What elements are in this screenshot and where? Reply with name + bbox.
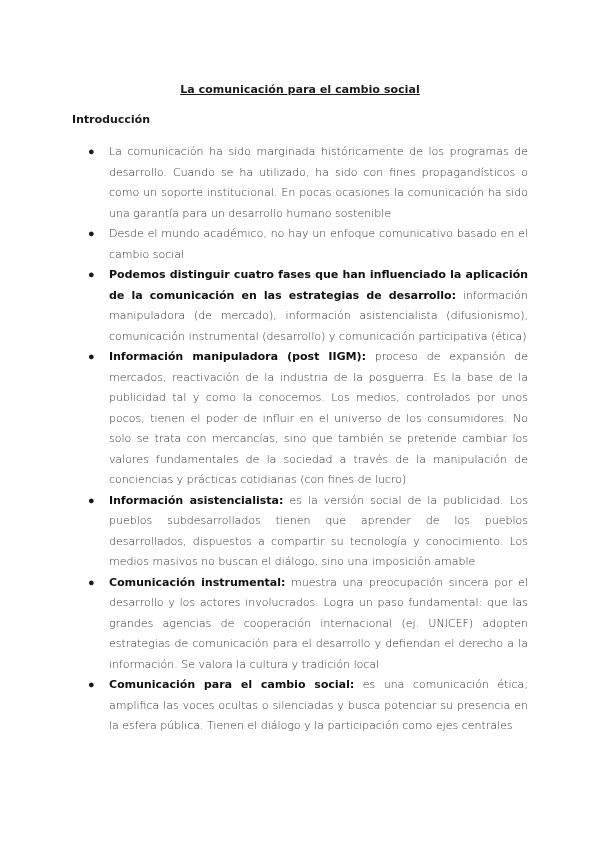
- list-item: [72, 347, 528, 491]
- bullet-icon: ●: [88, 227, 95, 240]
- bullet-text: La comunicación ha sido marginada históricamente de los programas de desarrollo. Cuando se ha utilizado, ha sido con fines propagandísticos o como un soporte institucional. En pocas ocasiones la comunicación ha sido una garantía para un desarrollo humano sostenible: [109, 145, 528, 220]
- section-heading: Introducción: [72, 113, 151, 126]
- bullet-bold-text: Comunicación para el cambio social:: [109, 678, 355, 691]
- list-item: [72, 265, 528, 347]
- list-item: [72, 142, 528, 224]
- bullet-text: muestra una preocupación sincera por el desarrollo y los actores involucrados. Logra un paso fundamental: que las grandes agencias de cooperación internacional (ej. UNICEF) adopten estrategias de comunicación para el desarrollo y defiendan el derecho a la información. Se valora la cultura y tradición local: [109, 575, 528, 671]
- bullet-bold-text: Comunicación instrumental:: [109, 575, 286, 589]
- list-item: [72, 491, 528, 573]
- bullet-text: es la versión social de la publicidad. Los pueblos subdesarrollados tienen que aprender de los pueblos desarrollados, dispuestos a compartir su tecnología y conocimiento. Los medios masivos no buscan el diálogo, sino una imposición amable: [109, 493, 528, 568]
- bullet-icon: ●: [88, 678, 95, 691]
- bullet-bold-text: Información manipuladora (post IIGM):: [109, 350, 366, 363]
- list-item: [72, 675, 528, 737]
- bullet-text: es una comunicación ética; amplifica las voces ocultas o silenciadas y busca potenciar su presencia en la esfera pública. Tienen el diálogo y la participación como ejes centrales: [109, 678, 529, 732]
- bullet-list: [72, 142, 528, 737]
- bullet-text: Desde el mundo académico, no hay un enfoque comunicativo basado en el cambio social: [109, 227, 528, 261]
- bullet-text: información manipuladora (de mercado), información asistencialista (difusionismo), comunicación instrumental (desarrollo) y comunicación participativa (ética): [109, 288, 529, 343]
- bullet-icon: ●: [88, 350, 95, 363]
- bullet-bold-text: Información asistencialista:: [109, 493, 284, 507]
- list-item: [72, 573, 528, 676]
- bullet-icon: ●: [88, 268, 95, 281]
- list-item: [72, 224, 528, 265]
- bullet-icon: ●: [88, 493, 95, 507]
- bullet-text: proceso de expansión de mercados, reactivación de la industria de la posguerra. Es la base de la publicidad tal y como la conocemos. Los medios, controlados por unos pocos, tienen el poder de influir en el universo de los consumidores. No solo se trata con mercancías, sino que también se pretende cambiar los valores fundamentales de la sociedad a través de la manipulación de conciencias y prácticas cotidianas (con fines de lucro): [109, 350, 528, 486]
- document-title: La comunicación para el cambio social: [180, 83, 420, 96]
- bullet-bold-text: Podemos distinguir cuatro fases que han influenciado la aplicación de la comunicación en las estrategias de desarrollo:: [109, 268, 528, 302]
- bullet-icon: ●: [88, 145, 95, 158]
- bullet-icon: ●: [88, 575, 95, 589]
